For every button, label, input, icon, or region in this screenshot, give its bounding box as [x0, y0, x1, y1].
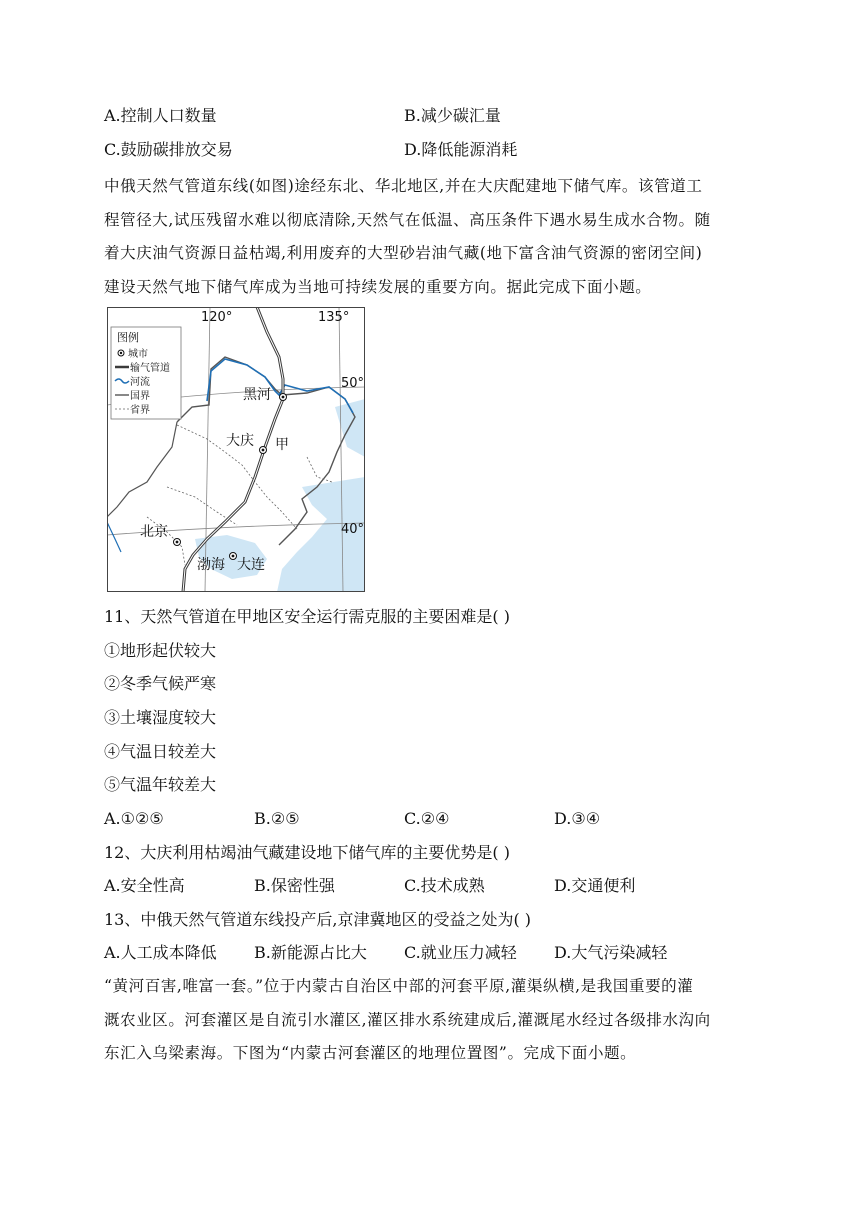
q12-option-c: C.技术成熟 [404, 876, 485, 895]
q11-option-c: C.②④ [404, 809, 450, 828]
label-bohai: 渤海 [197, 557, 225, 573]
legend-province-border: 省界 [130, 405, 150, 416]
q10-option-c: C.鼓励碳排放交易 [104, 140, 233, 159]
intro1-line-2: 程管径大,试压残留水难以彻底清除,天然气在低温、高压条件下遇水易生成水合物。随 [104, 210, 711, 229]
q10-option-d: D.降低能源消耗 [404, 140, 518, 159]
q13-option-b: B.新能源占比大 [254, 943, 367, 962]
intro1-line-3: 着大庆油气资源日益枯竭,利用废弃的大型砂岩油气藏(地下富含油气资源的密闭空间) [104, 244, 703, 262]
q12-option-b: B.保密性强 [254, 876, 335, 895]
intro1-line-1: 中俄天然气管道东线(如图)途经东北、华北地区,并在大庆配建地下储气库。该管道工 [104, 177, 703, 195]
lon-label-120: 120° [201, 310, 233, 325]
location-jia: 甲 [275, 437, 289, 453]
q13-option-c: C.就业压力减轻 [404, 943, 517, 962]
intro-paragraph-hetao [104, 970, 760, 1071]
intro2-line-3: 东汇入乌梁素海。下图为“内蒙古河套灌区的地理位置图”。完成下面小题。 [104, 1044, 637, 1062]
q11-item-3: ③土壤湿度较大 [104, 708, 217, 727]
q13-option-d: D.大气污染减轻 [554, 943, 668, 962]
intro2-line-1: “黄河百害,唯富一套。”位于内蒙古自治区中部的河套平原,灌渠纵横,是我国重要的灌 [104, 977, 694, 995]
pipeline-map [107, 307, 365, 592]
q11-item-2: ②冬季气候严寒 [104, 674, 217, 693]
q11-item-1: ①地形起伏较大 [104, 641, 217, 660]
q11-item-5: ⑤气温年较差大 [104, 775, 217, 794]
q13-stem: 13、中俄天然气管道东线投产后,京津冀地区的受益之处为( ) [104, 910, 532, 929]
q12-stem: 12、大庆利用枯竭油气藏建设地下储气库的主要优势是( ) [104, 843, 510, 862]
city-dalian: 大连 [237, 557, 265, 573]
legend-pipeline: 输气管道 [130, 363, 170, 374]
q10-option-b: B.减少碳汇量 [404, 106, 501, 125]
q11-option-d: D.③④ [554, 809, 601, 828]
q11-option-a: A.①②⑤ [104, 809, 164, 828]
q12-option-d: D.交通便利 [554, 876, 636, 895]
lon-label-135: 135° [318, 310, 350, 325]
lat-label-40: 40° [340, 522, 364, 537]
q12-option-a: A.安全性高 [104, 876, 185, 895]
legend-national-border: 国界 [130, 391, 150, 402]
legend-river: 河流 [130, 377, 150, 388]
city-heihe: 黑河 [243, 387, 271, 403]
q13-option-a: A.人工成本降低 [104, 943, 217, 962]
q11-item-4: ④气温日较差大 [104, 742, 217, 761]
q10-option-a: A.控制人口数量 [104, 106, 217, 125]
lat-label-50: 50° [340, 376, 364, 391]
intro1-line-4: 建设天然气地下储气库成为当地可持续发展的重要方向。据此完成下面小题。 [104, 277, 652, 296]
legend-title: 图例 [117, 331, 139, 344]
city-beijing: 北京 [140, 524, 168, 540]
intro2-line-2: 溉农业区。河套灌区是自流引水灌区,灌区排水系统建成后,灌溉尾水经过各级排水沟向 [104, 1010, 711, 1029]
q11-stem: 11、天然气管道在甲地区安全运行需克服的主要困难是( ) [104, 607, 510, 626]
legend-city: 城市 [128, 349, 148, 360]
q11-option-b: B.②⑤ [254, 809, 300, 828]
intro-paragraph-pipeline [104, 170, 760, 304]
city-daqing: 大庆 [226, 433, 254, 449]
